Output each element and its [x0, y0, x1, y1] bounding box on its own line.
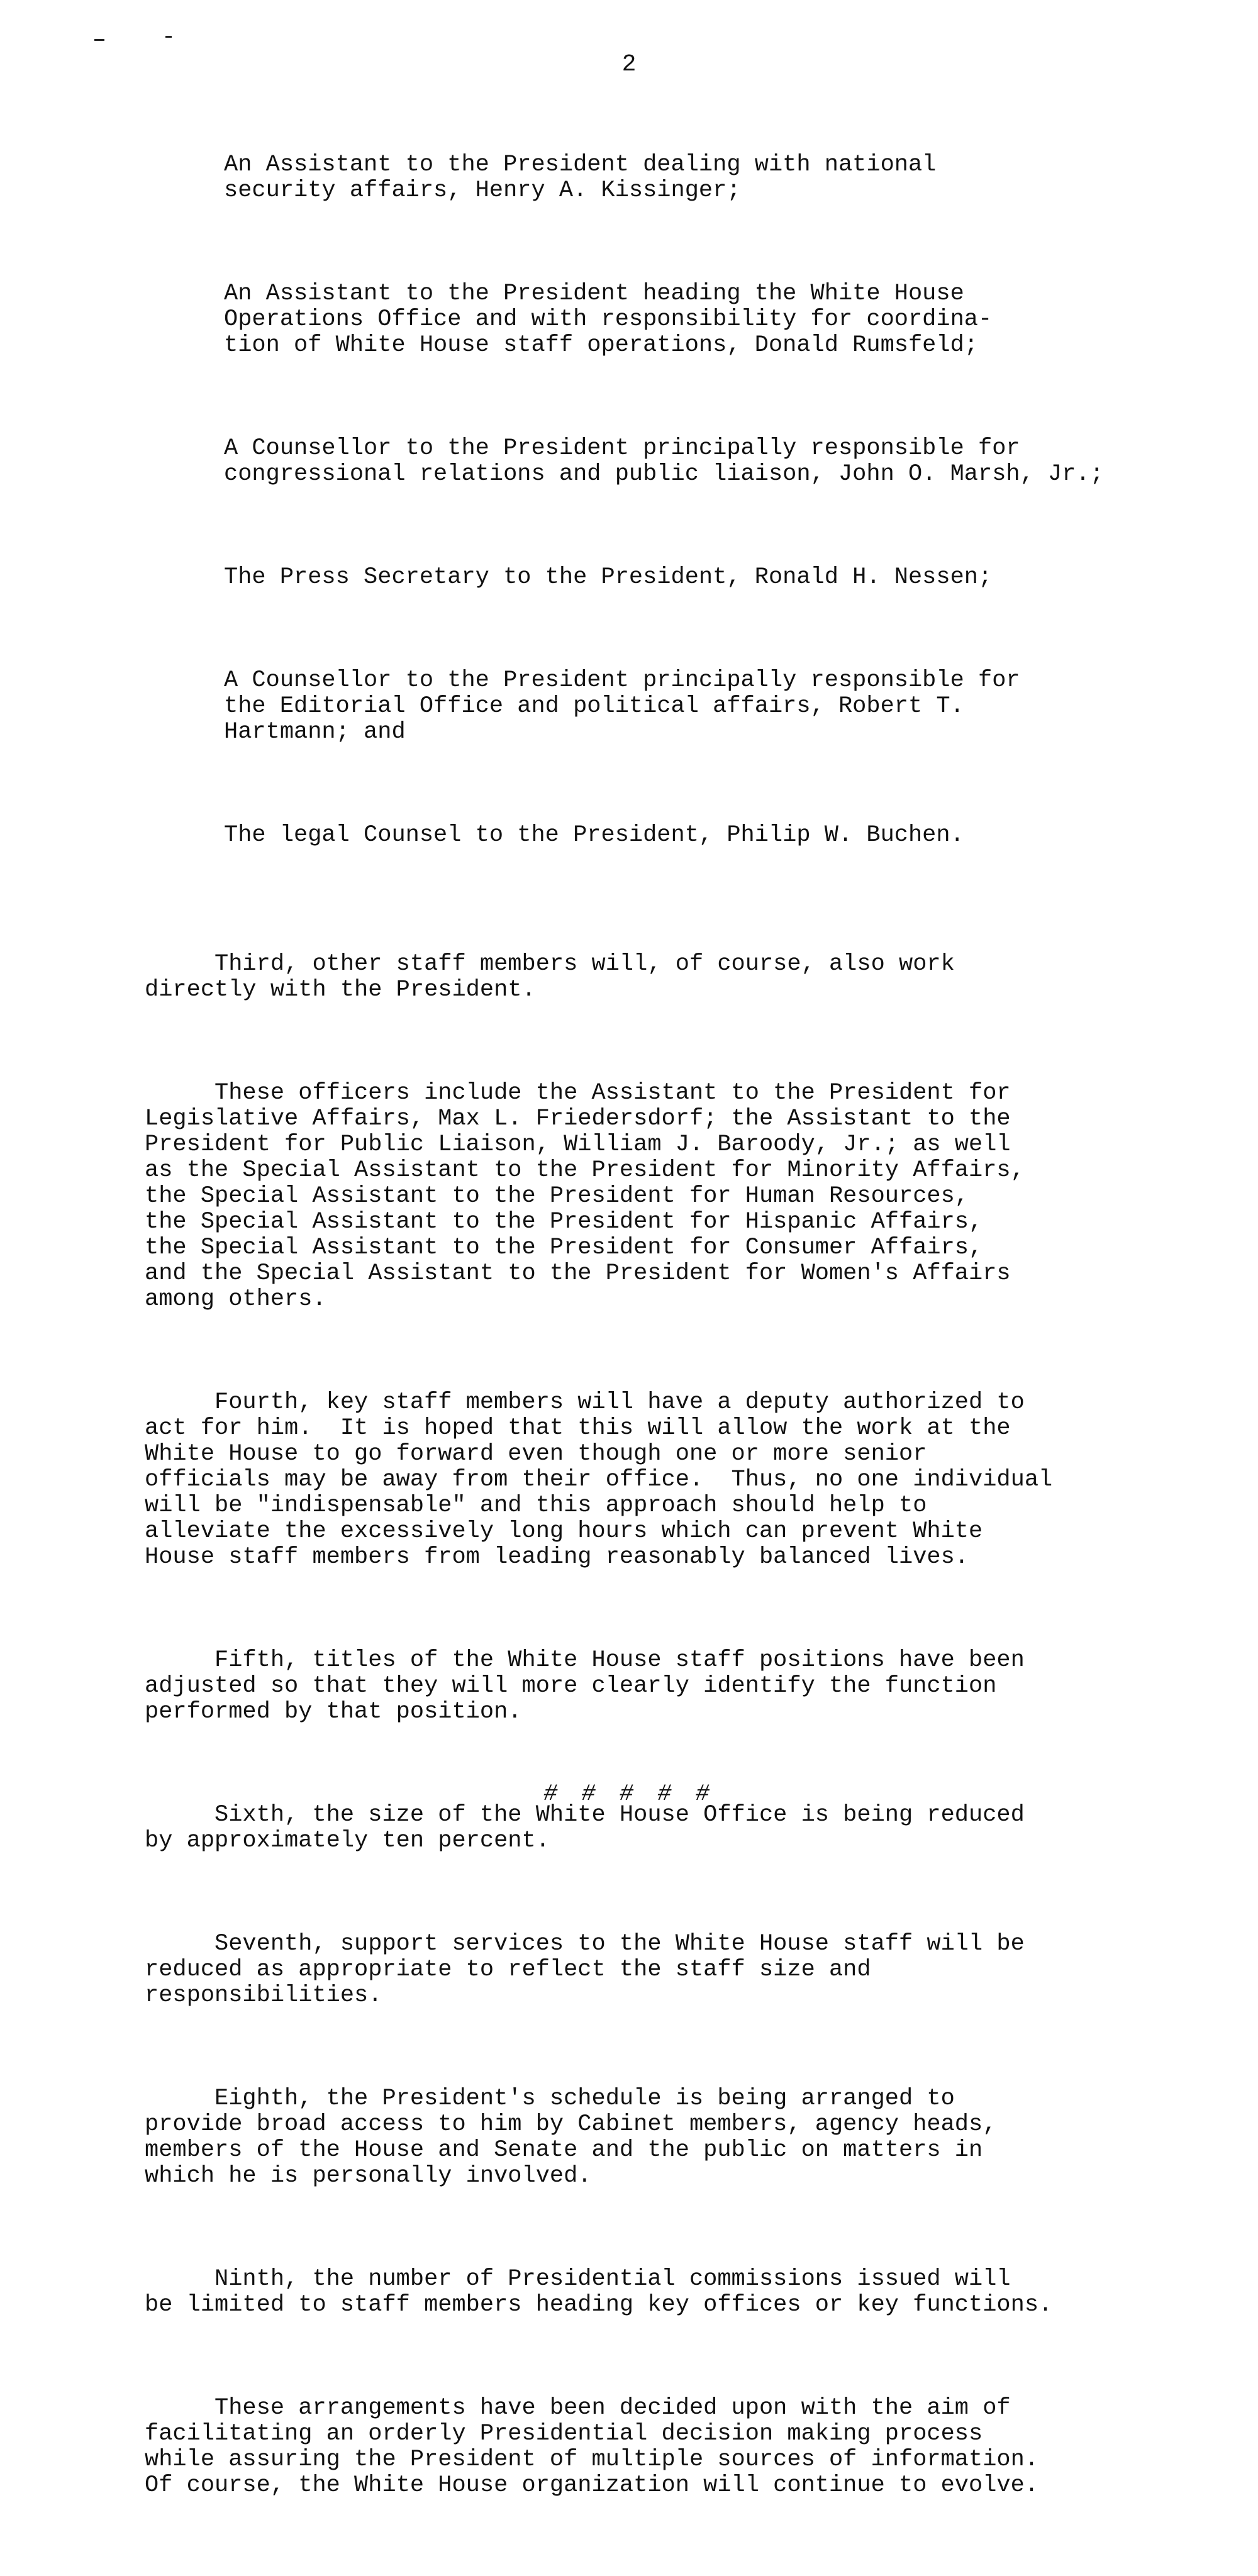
paragraph-third: Third, other staff members will, of course, also work directly with the President.: [145, 951, 955, 1003]
document-body: [145, 101, 1176, 2576]
paragraph-fifth: Fifth, titles of the White House staff positions have been adjusted so that they will more clearly identify the function performed by that position.: [145, 1647, 1025, 1725]
staff-item-rumsfeld: An Assistant to the President heading the White House Operations Office and with responsibility for coordina- tion of White House staff operations, Donald Rumsfeld;: [224, 280, 993, 358]
scan-mark: [94, 39, 104, 41]
staff-item-hartmann: A Counsellor to the President principally responsible for the Editorial Office and political affairs, Robert T. Hartmann; and: [224, 667, 1020, 745]
end-marks: # # # # #: [543, 1781, 715, 1807]
staff-item-marsh: A Counsellor to the President principally responsible for congressional relations and public liaison, John O. Marsh, Jr.;: [224, 435, 1104, 487]
scan-mark: [165, 36, 172, 38]
staff-item-kissinger: An Assistant to the President dealing with national security affairs, Henry A. Kissinger;: [224, 152, 937, 204]
paragraph-seventh: Seventh, support services to the White House staff will be reduced as appropriate to reflect the staff size and responsibilities.: [145, 1931, 1025, 2009]
paragraph-officers: These officers include the Assistant to the President for Legislative Affairs, Max L. Friedersdorf; the Assistant to the President for Public Liaison, William J. Baroody, Jr.; as well as the Special Assistant to the President for Minority Affairs, the Special Assistant to the President for Human Resources, the Special Assistant to the President for Hispanic Affairs, the Special Assistant to the President for Consumer Affairs, and the Special Assistant to the President for Women's Affairs among others.: [145, 1080, 1025, 1313]
paragraph-fourth: Fourth, key staff members will have a deputy authorized to act for him. It is hoped that this will allow the work at the White House to go forward even though one or more senior officials may be away from their office. Thus, no one individual will be "indispensable" and this approach should help to alleviate the excessively long hours which can prevent White House staff members from leading reasonably balanced lives.: [145, 1389, 1053, 1570]
paragraph-eighth: Eighth, the President's schedule is being arranged to provide broad access to him by Cabinet members, agency heads, members of the House and Senate and the public on matters in which he is personally involved.: [145, 2085, 997, 2189]
staff-item-nessen: The Press Secretary to the President, Ronald H. Nessen;: [224, 564, 993, 591]
page-number: 2: [621, 51, 637, 78]
paragraph-ninth: Ninth, the number of Presidential commissions issued will be limited to staff members heading key offices or key functions.: [145, 2266, 1053, 2318]
staff-item-buchen: The legal Counsel to the President, Philip W. Buchen.: [224, 822, 964, 848]
paragraph-closing: These arrangements have been decided upon with the aim of facilitating an orderly Presidential decision making process while assuring the President of multiple sources of information. Of course, the White House organization will continue to evolve.: [145, 2395, 1039, 2499]
paragraph-sixth: Sixth, the size of the White House Office is being reduced by approximately ten percent.: [145, 1802, 1025, 1854]
